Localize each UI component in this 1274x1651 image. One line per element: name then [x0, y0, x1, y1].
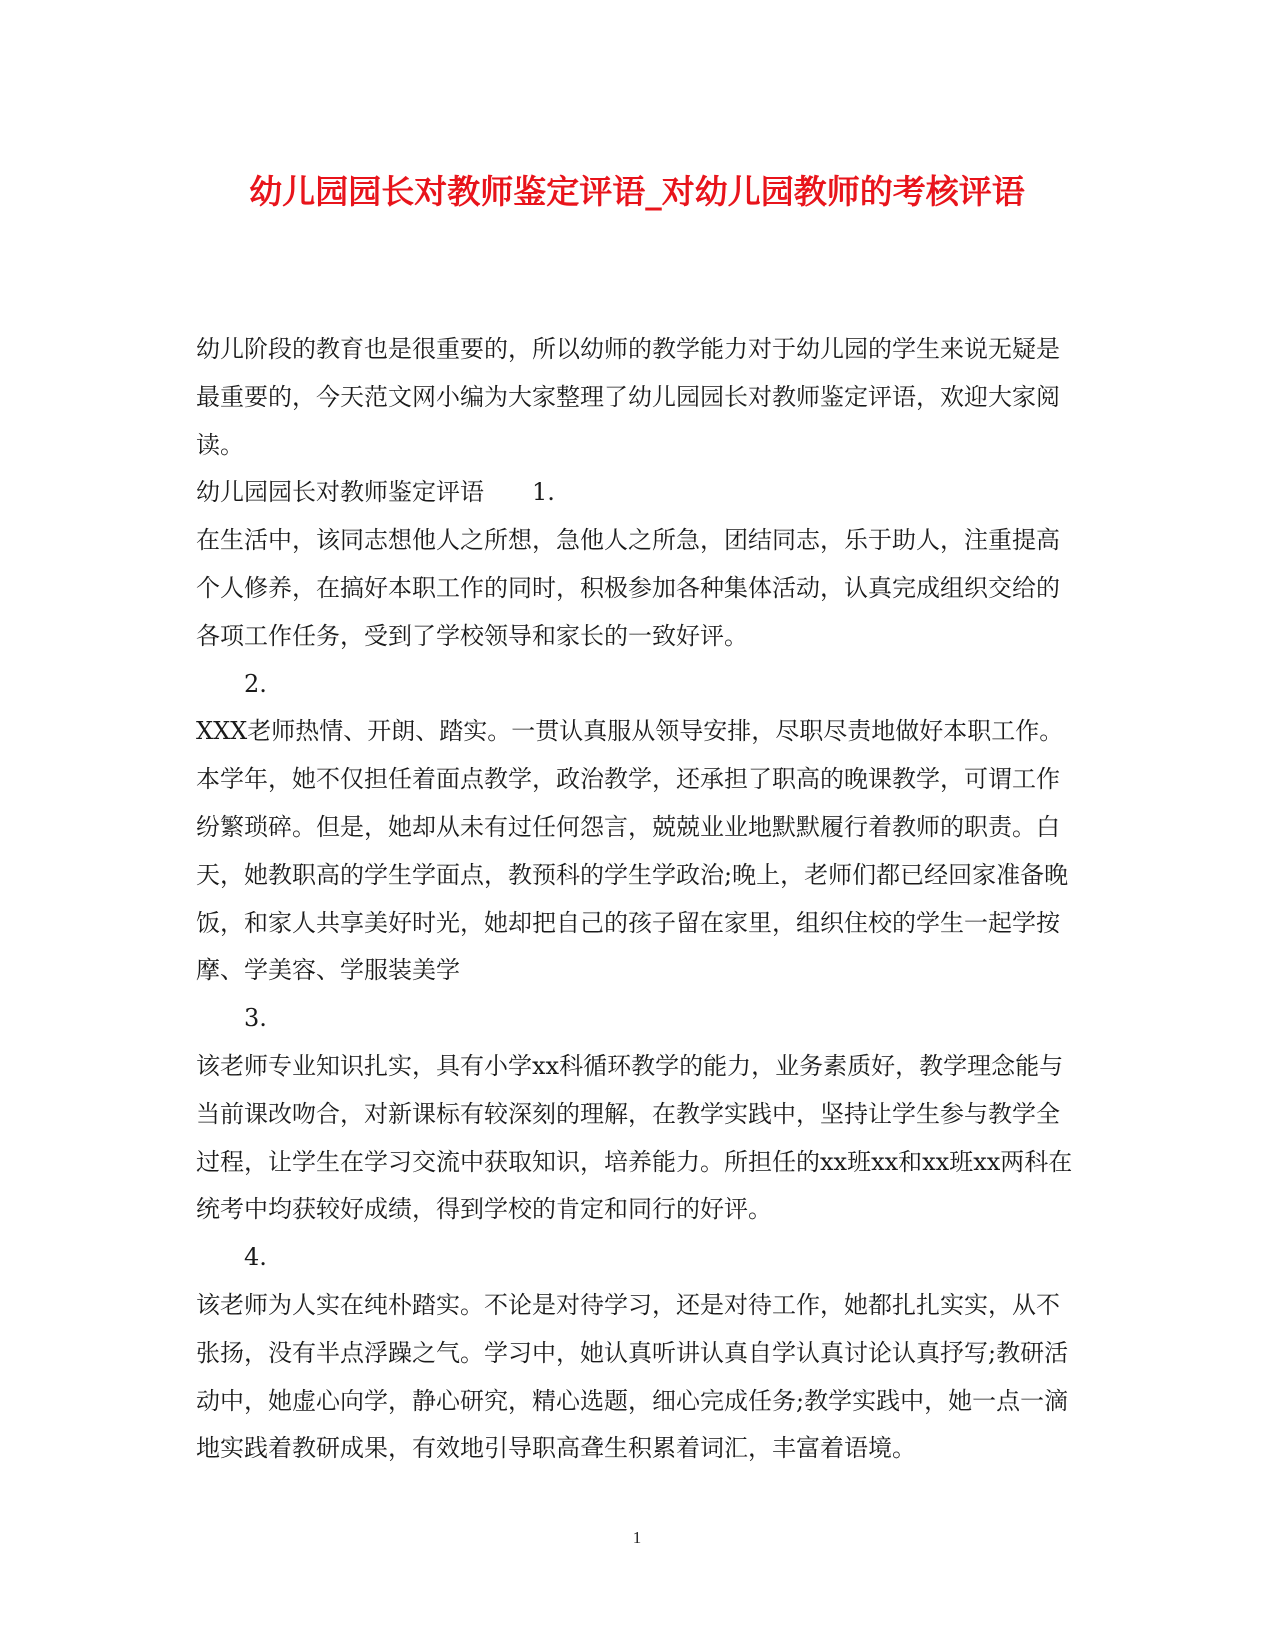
section-heading: 幼儿园园长对教师鉴定评语 1. — [196, 478, 555, 507]
document-body — [196, 326, 1078, 1473]
intro-paragraph: 幼儿阶段的教育也是很重要的，所以幼师的教学能力对于幼儿园的学生来说无疑是最重要的，今天范文网小编为大家整理了幼儿园园长对教师鉴定评语，欢迎大家阅读。 — [196, 335, 1060, 459]
item-4-text: 该老师为人实在纯朴踏实。不论是对待学习，还是对待工作，她都扎扎实实，从不张扬，没有半点浮躁之气。学习中，她认真听讲认真自学认真讨论认真抒写;教研活动中，她虚心向学，静心研究，精心选题，细心完成任务;教学实践中，她一点一滴地实践着教研成果，有效地引导职高聋生积累着词汇，丰富着语境。 — [196, 1290, 1069, 1463]
item-1-text: 在生活中，该同志想他人之所想，急他人之所急，团结同志，乐于助人，注重提高个人修养，在搞好本职工作的同时，积极参加各种集体活动，认真完成组织交给的各项工作任务，受到了学校领导和家长的一致好评。 — [196, 526, 1060, 650]
page-number: 1 — [632, 1528, 642, 1547]
item-3-number: 3. — [244, 1004, 267, 1033]
item-3-text: 该老师专业知识扎实，具有小学xx科循环教学的能力，业务素质好，教学理念能与当前课改吻合，对新课标有较深刻的理解，在教学实践中，坚持让学生参与教学全过程，让学生在学习交流中获取知识，培养能力。所担任的xx班xx和xx班xx两科在统考中均获较好成绩，得到学校的肯定和同行的好评。 — [196, 1051, 1073, 1224]
item-2-text: XXX老师热情、开朗、踏实。一贯认真服从领导安排，尽职尽责地做好本职工作。本学年，她不仅担任着面点教学，政治教学，还承担了职高的晚课教学，可谓工作纷繁琐碎。但是，她却从未有过任何怨言，兢兢业业地默默履行着教师的职责。白天，她教职高的学生学面点，教预科的学生学政治;晚上，老师们都已经回家准备晚饭，和家人共享美好时光，她却把自己的孩子留在家里，组织住校的学生一起学按摩、学美容、学服装美学 — [196, 717, 1069, 985]
item-4-number: 4. — [244, 1243, 267, 1272]
item-2-number: 2. — [244, 669, 267, 698]
document-title: 幼儿园园长对教师鉴定评语_对幼儿园教师的考核评语 — [249, 172, 1025, 211]
